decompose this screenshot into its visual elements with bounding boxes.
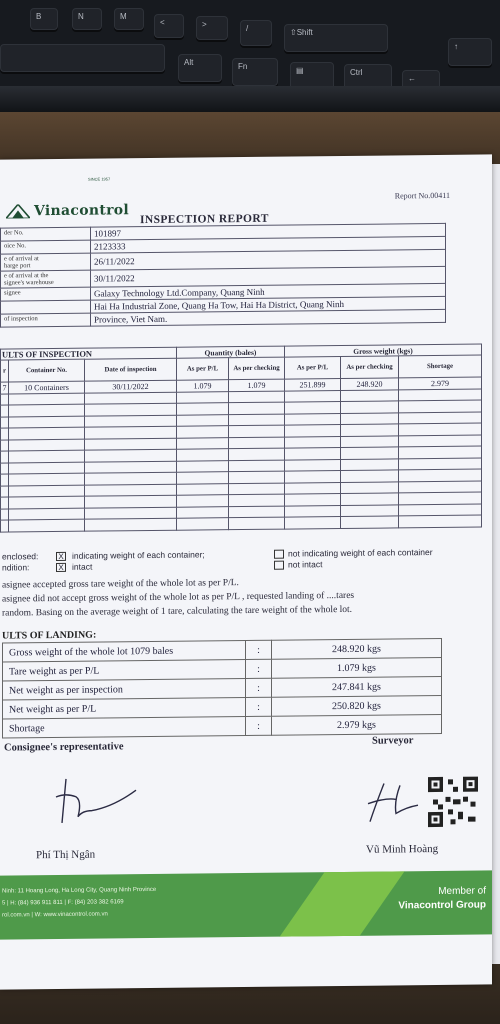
info-label <box>1 300 91 314</box>
logo-text: Vinacontrol <box>34 202 130 220</box>
landing-value: 248.920 kgs <box>272 638 442 659</box>
footer-phone: 5 | H: (84) 936 911 811 | F: (84) 203 382 6169 <box>2 899 124 907</box>
table-cell: 30/11/2022 <box>85 380 177 392</box>
space-bar <box>0 44 165 72</box>
group-header-gross: Gross weight (kgs) <box>285 344 482 357</box>
info-value: Galaxy Technology Ltd.Company, Quang Ninh <box>91 283 446 300</box>
landing-label: Net weight as per inspection <box>3 679 246 701</box>
checkbox-not-intact <box>274 561 284 570</box>
keyboard-key: ⇧Shift <box>284 24 388 52</box>
keyboard-key: Fn <box>232 58 278 86</box>
landing-label: Gross weight of the whole lot 1079 bales <box>3 641 246 663</box>
consignee-representative-label: Consignee's representative <box>4 741 124 754</box>
info-label: signee <box>1 287 91 301</box>
keyboard-key: Ctrl <box>344 64 392 94</box>
option-each-container: indicating weight of each container; <box>72 549 205 561</box>
keyboard-key: ▤ <box>290 62 334 90</box>
table-cell: 251.899 <box>285 379 341 391</box>
column-header: As per P/L <box>177 358 229 381</box>
table-cell: 248.920 <box>341 378 399 390</box>
results-title: ULTS OF INSPECTION <box>1 347 177 360</box>
report-number: Report No.00411 <box>394 190 450 201</box>
logo-mark-icon <box>6 204 30 218</box>
keyboard-key: ↑ <box>448 38 492 66</box>
surveyor-name: Vũ Minh Hoàng <box>366 842 439 856</box>
info-value: 30/11/2022 <box>91 266 446 287</box>
landing-colon: : <box>246 640 272 659</box>
keyboard-key: Alt <box>178 54 222 82</box>
surveyor-label: Surveyor <box>372 735 414 747</box>
landing-label: Shortage <box>3 717 246 739</box>
keyboard-key: < <box>154 14 184 38</box>
inspection-report-sheet <box>0 154 492 989</box>
logo-tagline: SINCE 1957 <box>88 176 111 182</box>
table-cell: 7 <box>2 383 7 393</box>
info-label: of inspection <box>1 313 91 327</box>
statement-accepted: asignee accepted gross tare weight of the whole lot as per P/L. <box>2 578 239 591</box>
info-label: der No. <box>1 227 91 241</box>
column-header: Date of inspection <box>85 358 177 381</box>
column-header: Shortage <box>399 355 482 378</box>
landing-value: 250.820 kgs <box>272 695 442 716</box>
info-value: 2123333 <box>91 236 446 253</box>
document-title: INSPECTION REPORT <box>140 212 269 227</box>
checkbox-not-each-container <box>274 550 284 559</box>
landing-value: 1.079 kgs <box>272 657 442 678</box>
options-block <box>2 547 472 574</box>
keyboard-key: N <box>72 8 102 30</box>
checkbox-each-container: X <box>56 552 66 561</box>
column-header: As per checking <box>229 357 285 380</box>
condition-label: ndition: <box>2 562 30 573</box>
keyboard-key: > <box>196 16 228 40</box>
column-header: As per checking <box>341 356 399 379</box>
table-cell: 1.079 <box>177 380 229 392</box>
table-cell: 2.979 <box>399 377 482 389</box>
consignee-signature <box>52 770 142 829</box>
landing-colon: : <box>246 697 272 716</box>
consignee-name: Phí Thị Ngân <box>36 848 96 862</box>
info-label: oice No. <box>1 240 91 254</box>
member-group-name: Vinacontrol Group <box>398 899 486 912</box>
vinacontrol-logo <box>6 202 129 219</box>
footer-band <box>0 870 492 939</box>
statement-not-accepted: asignee did not accept gross weight of the whole lot as per P/L , requested landing of ....tares <box>2 590 355 605</box>
info-value: 101897 <box>91 223 446 240</box>
info-value: Hai Ha Industrial Zone, Quang Ha Tow, Hai Ha District, Quang Ninh <box>91 296 446 313</box>
landing-value: 247.841 kgs <box>272 676 442 697</box>
column-header: As per P/L <box>285 357 341 380</box>
info-value: Province, Viet Nam. <box>91 309 446 326</box>
landing-colon: : <box>246 716 272 735</box>
table-cell: 1.079 <box>229 379 285 391</box>
keyboard-key: ← <box>402 70 440 100</box>
landing-label: Tare weight as per P/L <box>3 660 246 682</box>
column-header: r <box>1 360 9 382</box>
group-header-quantity: Quantity (bales) <box>177 346 285 358</box>
option-intact: intact <box>72 561 93 572</box>
surveyor-signature <box>366 777 422 826</box>
table-cell: 10 Containers <box>9 381 85 393</box>
keyboard <box>0 0 500 118</box>
footer-address: Ninh: 11 Hoang Long, Ha Long City, Quang Ninh Province <box>2 886 157 895</box>
landing-colon: : <box>246 659 272 678</box>
landing-value: 2.979 kgs <box>272 714 442 735</box>
member-of-group <box>398 884 486 913</box>
info-label: e of arrival at harge port <box>1 253 91 271</box>
option-not-each-container: not indicating weight of each container <box>288 547 433 559</box>
landing-results-title: ULTS OF LANDING: <box>2 629 97 642</box>
keyboard-key: M <box>114 8 144 30</box>
info-label: e of arrival at the signee's warehouse <box>1 270 91 288</box>
keyboard-key: / <box>240 20 272 46</box>
landing-colon: : <box>246 678 272 697</box>
qr-code-icon <box>428 775 478 830</box>
info-value: 26/11/2022 <box>91 249 446 270</box>
checkbox-intact: X <box>56 563 66 572</box>
inspection-results-table <box>0 344 482 533</box>
landing-row <box>3 714 442 738</box>
report-info-table <box>0 223 446 328</box>
footer-web: rol.com.vn | W: www.vinacontrol.com.vn <box>2 911 108 919</box>
landing-label: Net weight as per P/L <box>3 698 246 720</box>
footer-stripe <box>268 870 411 939</box>
column-header: Container No. <box>9 359 85 382</box>
enclosed-label: enclosed: <box>2 551 39 562</box>
landing-results-table <box>2 638 442 739</box>
member-line: Member of <box>438 885 486 897</box>
option-not-intact: not intact <box>288 559 323 570</box>
statement-basis: random. Basing on the average weight of 1 tare, calculating the tare weight of the whole lot. <box>2 604 353 619</box>
keyboard-key: B <box>30 8 58 30</box>
